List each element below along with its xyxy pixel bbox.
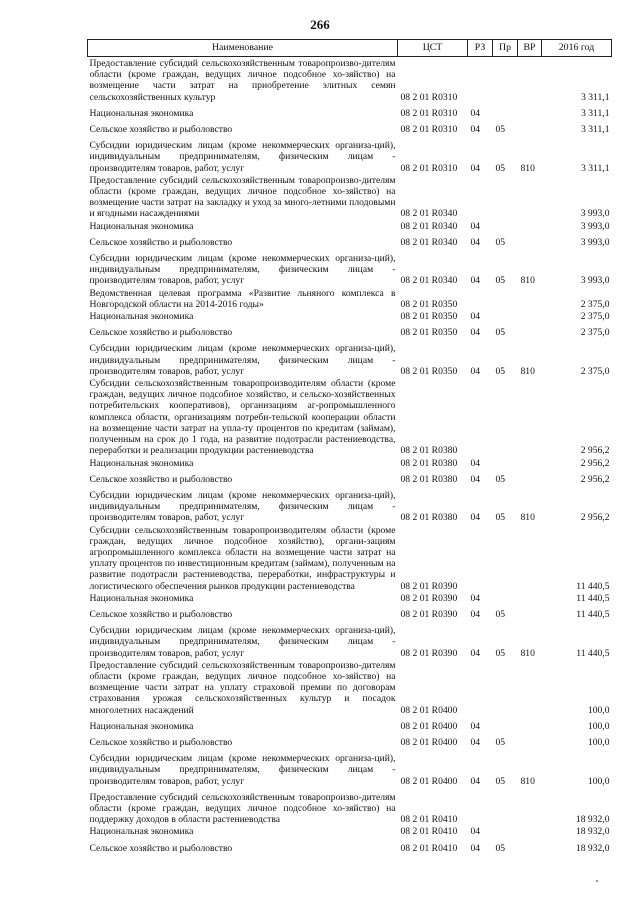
row-vr: [518, 310, 542, 322]
table-row: [88, 248, 612, 287]
row-cst: 08 2 01 R0310: [400, 124, 458, 136]
table-row: [88, 659, 612, 716]
row-vr: [518, 287, 542, 310]
row-vr: [518, 119, 542, 135]
row-pr: 05: [495, 327, 506, 339]
row-cst: 08 2 01 R0380: [400, 445, 458, 457]
row-vr: [518, 322, 542, 338]
row-vr: 810: [520, 512, 535, 524]
row-pr: 05: [495, 124, 506, 136]
row-vr: [518, 524, 542, 592]
budget-table: [87, 39, 612, 854]
table-row: [88, 787, 612, 826]
row-cst: 08 2 01 R0350: [400, 311, 458, 323]
row-pr: [493, 457, 518, 469]
row-sum: 100,0: [587, 775, 610, 787]
row-name: Субсидии юридическим лицам (кроме некоммерческих организа-ций), индивидуальным предпринимателям, физическим лицам - производителям товаров, работ, услуг: [89, 625, 396, 659]
row-rz: 04: [470, 826, 481, 838]
table-row: [88, 748, 612, 787]
table-row: [88, 457, 612, 469]
row-cst: 08 2 01 R0400: [400, 720, 458, 732]
row-cst: 08 2 01 R0400: [400, 775, 458, 787]
row-pr: 05: [495, 473, 506, 485]
row-sum: 2 375,0: [580, 327, 610, 339]
row-rz: [468, 57, 493, 103]
row-sum: 2 956,2: [580, 473, 610, 485]
row-rz: 04: [470, 720, 481, 732]
row-sum: 100,0: [587, 704, 610, 716]
row-pr: [493, 787, 518, 826]
row-rz: [468, 377, 493, 456]
row-cst: 08 2 01 R0310: [400, 91, 458, 103]
table-row: [88, 377, 612, 456]
row-vr: 810: [520, 647, 535, 659]
row-cst: 08 2 01 R0400: [400, 736, 458, 748]
table-row: [88, 716, 612, 732]
row-vr: [518, 469, 542, 485]
row-cst: 08 2 01 R0400: [400, 704, 458, 716]
row-rz: 04: [470, 842, 481, 854]
row-sum: 18 932,0: [575, 842, 610, 854]
row-cst: 08 2 01 R0390: [400, 592, 458, 604]
row-name: Сельское хозяйство и рыболовство: [89, 236, 233, 248]
row-vr: [518, 220, 542, 232]
row-name: Национальная экономика: [89, 220, 194, 232]
row-vr: 810: [520, 275, 535, 287]
row-name: Субсидии сельскохозяйственным товаропроизводителям области (кроме граждан, ведущих личное подсобное хозяйство, и сельско-хозяйственных потребительских кооперативов), организациям аг-ропромышленного комплекса области, организациям потреби-тельской кооперации области на возмещение части затрат на упла-ту процентов по кредитам (займам), полученным на срок до 1 года, на развитие подотрасли растениеводства, переработки и реализации продукции растениеводства: [89, 378, 396, 457]
row-rz: 04: [470, 592, 481, 604]
row-vr: 810: [520, 775, 535, 787]
row-pr: [493, 825, 518, 837]
row-sum: 2 375,0: [580, 365, 610, 377]
row-sum: 2 375,0: [580, 311, 610, 323]
row-sum: 18 932,0: [575, 826, 610, 838]
table-row: [88, 57, 612, 103]
row-pr: [493, 377, 518, 456]
row-rz: 04: [470, 236, 481, 248]
row-cst: 08 2 01 R0350: [400, 365, 458, 377]
row-pr: 05: [495, 842, 506, 854]
row-sum: 100,0: [587, 720, 610, 732]
table-row: [88, 232, 612, 248]
table-row: [88, 119, 612, 135]
row-cst: 08 2 01 R0340: [400, 220, 458, 232]
row-rz: 04: [470, 647, 481, 659]
row-sum: 100,0: [587, 736, 610, 748]
row-cst: 08 2 01 R0350: [400, 298, 458, 310]
row-sum: 11 440,5: [576, 608, 610, 620]
row-rz: 04: [470, 775, 481, 787]
row-vr: [518, 659, 542, 716]
row-rz: 04: [470, 162, 481, 174]
row-rz: 04: [470, 736, 481, 748]
row-rz: 04: [470, 365, 481, 377]
row-pr: 05: [495, 275, 506, 287]
row-cst: 08 2 01 R0340: [400, 208, 458, 220]
row-cst: 08 2 01 R0410: [400, 826, 458, 838]
row-name: Национальная экономика: [89, 592, 194, 604]
table-row: [88, 732, 612, 748]
row-sum: 3 311,1: [581, 124, 610, 136]
header-row: [88, 40, 612, 57]
row-name: Предоставление субсидий сельскохозяйственным товаропроизво-дителям области (кроме граждан, ведущих личное подсобное хо-зяйство) на возмещение части затрат на закладку и уход за много-летними плодовыми и ягодными насаждениями: [89, 174, 396, 220]
row-pr: [493, 103, 518, 119]
row-rz: 04: [470, 512, 481, 524]
row-name: Предоставление субсидий сельскохозяйственным товаропроизво-дителям области (кроме граждан, ведущих личное подсобное хо-зяйство) на поддержку доходов в области растениеводства: [89, 791, 396, 826]
row-name: Национальная экономика: [89, 457, 194, 469]
table-row: [88, 310, 612, 322]
row-pr: 05: [495, 236, 506, 248]
table-row: [88, 838, 612, 854]
table-row: [88, 287, 612, 310]
row-sum: 3 311,1: [581, 107, 610, 119]
scan-speck: [596, 880, 598, 882]
row-pr: [493, 310, 518, 322]
row-name: Сельское хозяйство и рыболовство: [89, 842, 233, 854]
row-pr: 05: [495, 736, 506, 748]
row-pr: 05: [495, 775, 506, 787]
row-cst: 08 2 01 R0410: [400, 842, 458, 854]
row-name: Субсидии юридическим лицам (кроме некоммерческих организа-ций), индивидуальным предпринимателям, физическим лицам - производителям товаров, работ, услуг: [89, 140, 396, 174]
row-rz: 04: [470, 220, 481, 232]
page-number: 266: [310, 17, 330, 32]
row-sum: 3 993,0: [580, 220, 610, 232]
row-cst: 08 2 01 R0340: [400, 275, 458, 287]
row-name: Сельское хозяйство и рыболовство: [89, 327, 233, 339]
table-row: [88, 524, 612, 592]
table-header: [88, 40, 612, 57]
row-pr: [493, 592, 518, 604]
table-row: [88, 174, 612, 220]
header-year: 2016 год: [542, 40, 612, 57]
row-rz: 04: [470, 327, 481, 339]
row-cst: 08 2 01 R0380: [400, 457, 458, 469]
row-pr: [493, 659, 518, 716]
row-vr: [518, 732, 542, 748]
row-name: Предоставление субсидий сельскохозяйственным товаропроизво-дителям области (кроме граждан, ведущих личное подсобное хо-зяйство) на возмещение части затрат на приобретение элитных семян сельскохозяйственных культур: [89, 58, 396, 103]
row-pr: [493, 716, 518, 732]
row-vr: [518, 592, 542, 604]
table-row: [88, 338, 612, 377]
row-sum: 11 440,5: [576, 647, 610, 659]
row-rz: 04: [470, 473, 481, 485]
row-sum: 3 993,0: [580, 275, 610, 287]
row-name: Субсидии сельскохозяйственным товаропроизводителям области (кроме граждан, ведущих личное подсобное хозяйство), органи-зациям агропромышленного комплекса области на возмещение части затрат на уплату процентов по инвестиционным кредитам (займам), полученным на развитие подотрасли растениеводства, переработки, инфраструктуры и логистического обеспечения рынков продукции растениеводства: [89, 524, 396, 592]
row-rz: [468, 787, 493, 826]
row-cst: 08 2 01 R0340: [400, 236, 458, 248]
table-row: [88, 604, 612, 620]
row-rz: 04: [470, 608, 481, 620]
row-cst: 08 2 01 R0350: [400, 327, 458, 339]
row-vr: [518, 174, 542, 220]
row-name: Предоставление субсидий сельскохозяйственным товаропроизво-дителям области (кроме граждан, ведущих личное подсобное хо-зяйство) на возмещение части затрат на уплату страховой премии по договорам страхования урожая сельскохозяйственных культур и посадок многолетних насаждений: [89, 659, 396, 716]
header-pr: Пр: [493, 40, 518, 57]
row-cst: 08 2 01 R0380: [400, 473, 458, 485]
row-name: Субсидии юридическим лицам (кроме некоммерческих организа-ций), индивидуальным предпринимателям, физическим лицам - производителям товаров, работ, услуг: [89, 253, 396, 287]
row-vr: [518, 838, 542, 854]
row-name: Субсидии юридическим лицам (кроме некоммерческих организа-ций), индивидуальным предпринимателям, физическим лицам - производителям товаров, работ, услуг: [89, 343, 396, 377]
row-name: Сельское хозяйство и рыболовство: [89, 124, 233, 136]
header-rz: РЗ: [468, 40, 493, 57]
row-vr: [518, 604, 542, 620]
row-pr: [493, 287, 518, 310]
table-row: [88, 825, 612, 837]
row-cst: 08 2 01 R0390: [400, 580, 458, 592]
row-rz: [468, 287, 493, 310]
row-cst: 08 2 01 R0390: [400, 647, 458, 659]
row-vr: [518, 377, 542, 456]
header-name: Наименование: [88, 40, 398, 57]
row-rz: [468, 659, 493, 716]
row-rz: 04: [470, 275, 481, 287]
row-pr: [493, 174, 518, 220]
row-rz: 04: [470, 107, 481, 119]
table-row: [88, 103, 612, 119]
row-sum: 2 956,2: [580, 445, 610, 457]
row-pr: [493, 524, 518, 592]
row-sum: 3 311,1: [581, 91, 610, 103]
row-name: Национальная экономика: [89, 107, 194, 119]
row-sum: 3 993,0: [580, 236, 610, 248]
row-name: Субсидии юридическим лицам (кроме некоммерческих организа-ций), индивидуальным предпринимателям, физическим лицам - производителям товаров, работ, услуг: [89, 753, 396, 787]
header-vr: ВР: [518, 40, 542, 57]
row-pr: 05: [495, 512, 506, 524]
row-sum: 3 993,0: [580, 208, 610, 220]
table-row: [88, 220, 612, 232]
row-rz: [468, 524, 493, 592]
row-cst: 08 2 01 R0410: [400, 814, 458, 826]
table-body: [88, 57, 612, 854]
row-rz: 04: [470, 457, 481, 469]
row-cst: 08 2 01 R0380: [400, 512, 458, 524]
row-vr: 810: [520, 365, 535, 377]
row-pr: 05: [495, 647, 506, 659]
row-sum: 11 440,5: [576, 580, 610, 592]
row-sum: 11 440,5: [576, 592, 610, 604]
row-name: Национальная экономика: [89, 826, 194, 838]
table-row: [88, 322, 612, 338]
row-name: Сельское хозяйство и рыболовство: [89, 608, 233, 620]
row-name: Сельское хозяйство и рыболовство: [89, 736, 233, 748]
row-name: Субсидии юридическим лицам (кроме некоммерческих организа-ций), индивидуальным предпринимателям, физическим лицам - производителям товаров, работ, услуг: [89, 489, 396, 524]
row-pr: 05: [495, 608, 506, 620]
row-name: Сельское хозяйство и рыболовство: [89, 473, 233, 485]
row-vr: 810: [520, 162, 535, 174]
row-sum: 2 956,2: [580, 457, 610, 469]
row-vr: [518, 716, 542, 732]
row-sum: 18 932,0: [575, 814, 610, 826]
row-pr: 05: [495, 162, 506, 174]
row-vr: [518, 825, 542, 837]
row-name: Ведомственная целевая программа «Развитие льняного комплекса в Новгородской области на 2014-2016 годы»: [89, 287, 396, 310]
row-vr: [518, 457, 542, 469]
row-sum: 2 375,0: [580, 298, 610, 310]
row-cst: 08 2 01 R0310: [400, 107, 458, 119]
table-row: [88, 620, 612, 659]
row-vr: [518, 103, 542, 119]
row-cst: 08 2 01 R0310: [400, 162, 458, 174]
table-row: [88, 469, 612, 485]
row-vr: [518, 57, 542, 103]
header-cst: ЦСТ: [398, 40, 468, 57]
row-vr: [518, 787, 542, 826]
row-cst: 08 2 01 R0390: [400, 608, 458, 620]
table-row: [88, 135, 612, 174]
row-name: Национальная экономика: [89, 311, 194, 323]
row-rz: 04: [470, 311, 481, 323]
row-name: Национальная экономика: [89, 720, 194, 732]
row-sum: 3 311,1: [581, 162, 610, 174]
table-row: [88, 485, 612, 524]
row-vr: [518, 232, 542, 248]
table-row: [88, 592, 612, 604]
row-rz: [468, 174, 493, 220]
row-sum: 2 956,2: [580, 512, 610, 524]
row-rz: 04: [470, 124, 481, 136]
row-pr: [493, 220, 518, 232]
row-pr: 05: [495, 365, 506, 377]
row-pr: [493, 57, 518, 103]
